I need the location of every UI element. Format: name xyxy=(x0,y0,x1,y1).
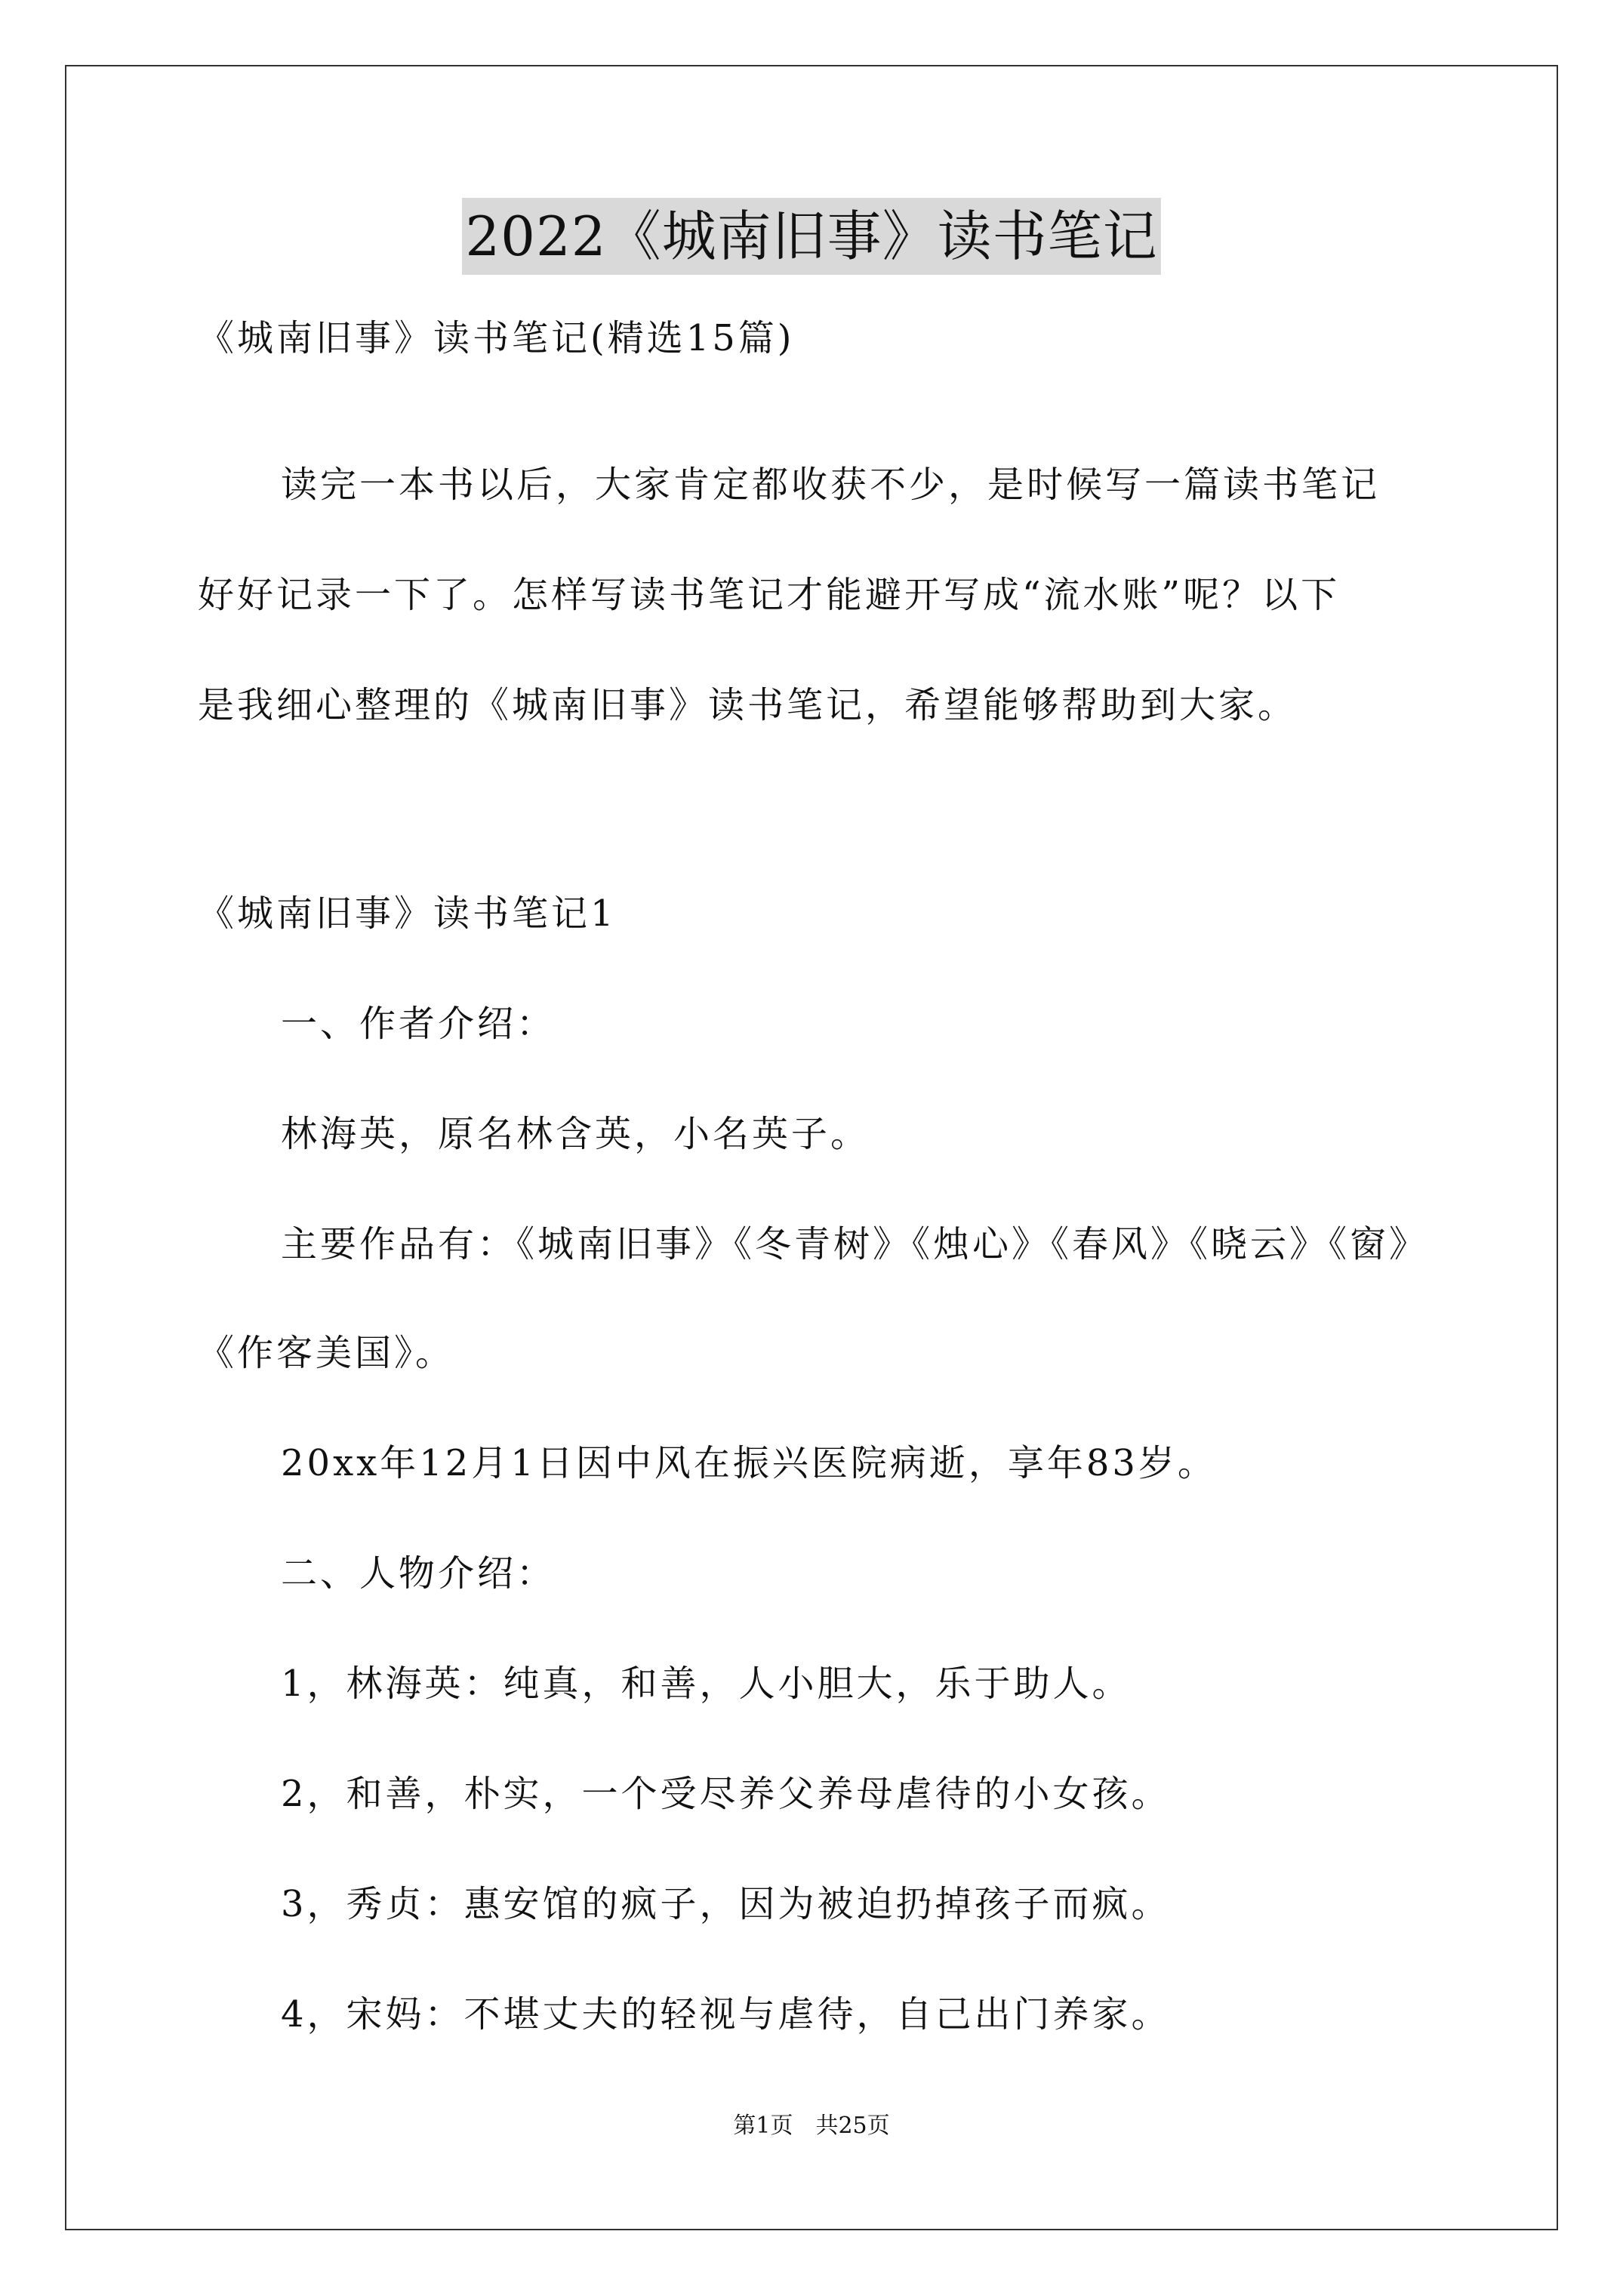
section-heading: 《城南旧事》读书笔记1 xyxy=(198,892,617,935)
character-item-1: 1，林海英：纯真，和善，人小胆大，乐于助人。 xyxy=(281,1663,1132,1705)
works-line-1: 主要作品有：《城南旧事》《冬青树》《烛心》《春风》《晓云》《窗》 xyxy=(281,1223,1429,1265)
intro-line-3: 是我细心整理的《城南旧事》读书笔记，希望能够帮助到大家。 xyxy=(198,684,1298,726)
character-item-3: 3，秀贞：惠安馆的疯子，因为被迫扔掉孩子而疯。 xyxy=(281,1883,1171,1925)
author-name-line: 林海英，原名林含英，小名英子。 xyxy=(281,1113,870,1155)
document-title xyxy=(0,198,1623,275)
intro-line-2: 好好记录一下了。怎样写读书笔记才能避开写成“流水账”呢？以下 xyxy=(198,574,1341,616)
document-subtitle: 《城南旧事》读书笔记(精选15篇) xyxy=(198,317,795,359)
character-item-4: 4，宋妈：不堪丈夫的轻视与虐待，自己出门养家。 xyxy=(281,1993,1171,2036)
death-line: 20xx年12月1日因中风在振兴医院病逝，享年83岁。 xyxy=(281,1442,1217,1484)
works-line-2: 《作客美国》。 xyxy=(198,1332,455,1374)
character-item-2: 2，和善，朴实，一个受尽养父养母虐待的小女孩。 xyxy=(281,1773,1171,1815)
intro-line-1: 读完一本书以后，大家肯定都收获不少，是时候写一篇读书笔记 xyxy=(281,464,1381,506)
document-title-text: 2022《城南旧事》读书笔记 xyxy=(462,198,1160,275)
characters-heading: 二、人物介绍： xyxy=(281,1552,556,1595)
author-heading: 一、作者介绍： xyxy=(281,1003,556,1045)
page-footer: 第1页 共25页 xyxy=(733,2113,890,2139)
